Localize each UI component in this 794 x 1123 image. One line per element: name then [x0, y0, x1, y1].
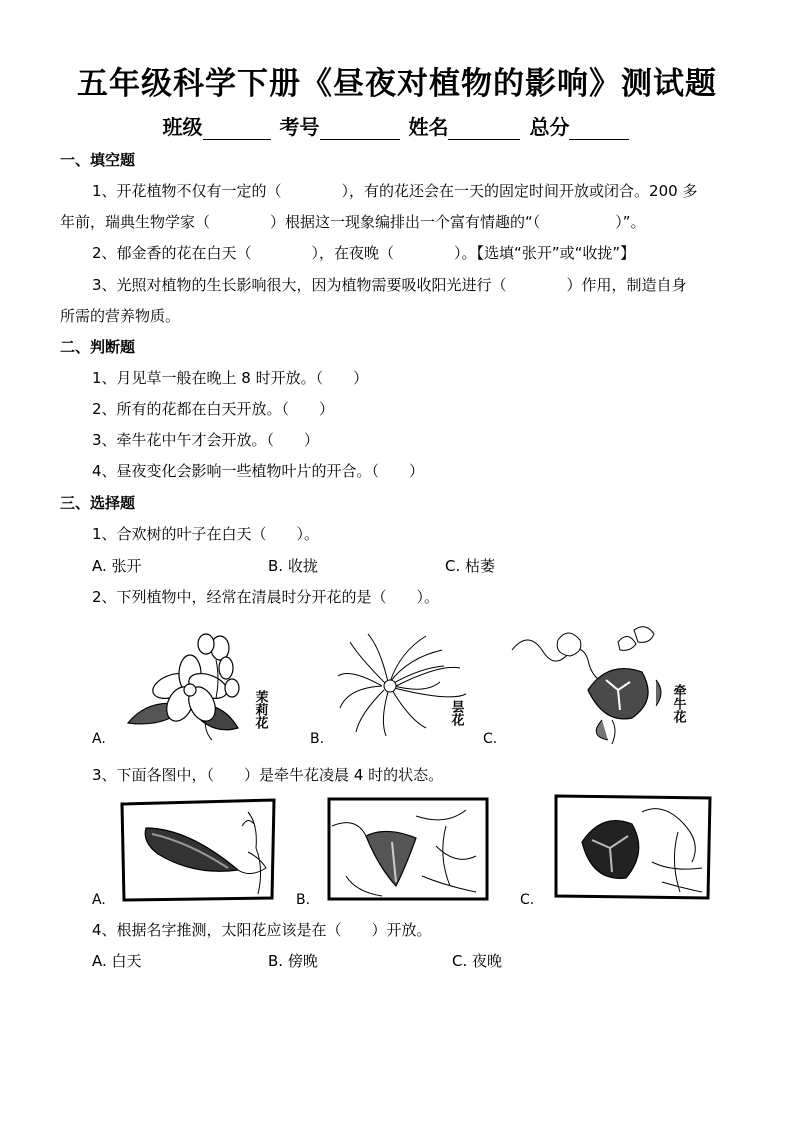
section-heading-true-false: 二、判断题: [60, 338, 136, 356]
judge-item: 4、昼夜变化会影响一些植物叶片的开合。（ ）: [92, 462, 425, 480]
choice-q1-option-c[interactable]: C. 枯萎: [445, 557, 496, 575]
fill-q1-line1: 1、开花植物不仅有一定的（ ），有的花还会在一天的固定时间开放或闭合。200 多: [92, 182, 698, 200]
q2-option-b-label[interactable]: B.: [310, 731, 325, 747]
half-open-flower-photo: [326, 796, 490, 902]
fill-q3-line2: 所需的营养物质。: [60, 307, 181, 325]
exam-no-label: 考号: [279, 115, 320, 139]
choice-q4: 4、根据名字推测，太阳花应该是在（ ）开放。: [92, 921, 432, 939]
page-title: 五年级科学下册《昼夜对植物的影响》测试题: [77, 66, 717, 102]
section-heading-multiple-choice: 三、选择题: [60, 494, 136, 512]
flower-name-label: 茉莉花: [252, 690, 268, 729]
name-blank[interactable]: [448, 119, 520, 140]
q3-option-c-label[interactable]: C.: [520, 892, 535, 908]
student-info-line: [0, 111, 794, 140]
name-label: 姓名: [408, 115, 449, 139]
fully-open-flower-photo: [552, 792, 714, 902]
q3-option-a-label[interactable]: A.: [92, 892, 106, 908]
exam-no-blank[interactable]: [320, 119, 400, 140]
fill-q2: 2、郁金香的花在白天（ ），在夜晚（ ）。【选填“张开”或“收拢”】: [92, 244, 636, 262]
morning-glory-illustration: [508, 620, 698, 744]
epiphyllum-flower-illustration: [330, 628, 475, 740]
q2-option-c-label[interactable]: C.: [483, 731, 498, 747]
choice-q1-option-a[interactable]: A. 张开: [92, 557, 142, 575]
flower-name-label: 昙花: [448, 700, 464, 726]
choice-q1-option-b[interactable]: B. 收拢: [268, 557, 318, 575]
fill-q3-line1: 3、光照对植物的生长影响很大，因为植物需要吸收阳光进行（ ）作用，制造自身: [92, 276, 687, 294]
choice-q3: 3、下面各图中，（ ）是牵牛花凌晨 4 时的状态。: [92, 766, 444, 784]
flower-name-label: 牵牛花: [670, 684, 686, 723]
judge-item: 2、所有的花都在白天开放。（ ）: [92, 400, 335, 418]
choice-q4-option-a[interactable]: A. 白天: [92, 952, 142, 970]
choice-q2: 2、下列植物中，经常在清晨时分开花的是（ ）。: [92, 588, 440, 606]
closed-bud-photo: [118, 798, 278, 902]
jasmine-flower-illustration: [120, 628, 280, 746]
choice-q4-option-b[interactable]: B. 傍晚: [268, 952, 318, 970]
section-heading-fill-blank: 一、填空题: [60, 151, 136, 169]
choice-q1: 1、合欢树的叶子在白天（ ）。: [92, 525, 320, 543]
judge-item: 1、月见草一般在晚上 8 时开放。（ ）: [92, 369, 369, 387]
q3-option-b-label[interactable]: B.: [296, 892, 311, 908]
choice-q4-option-c[interactable]: C. 夜晚: [452, 952, 503, 970]
class-label: 班级: [162, 115, 203, 139]
class-blank[interactable]: [203, 119, 271, 140]
fill-q1-line2: 年前，瑞典生物学家（ ）根据这一现象编排出一个富有情趣的“（ ）”。: [60, 213, 646, 231]
judge-item: 3、牵牛花中午才会开放。（ ）: [92, 431, 320, 449]
q2-option-a-label[interactable]: A.: [92, 731, 106, 747]
score-label: 总分: [529, 115, 570, 139]
score-blank[interactable]: [569, 119, 629, 140]
